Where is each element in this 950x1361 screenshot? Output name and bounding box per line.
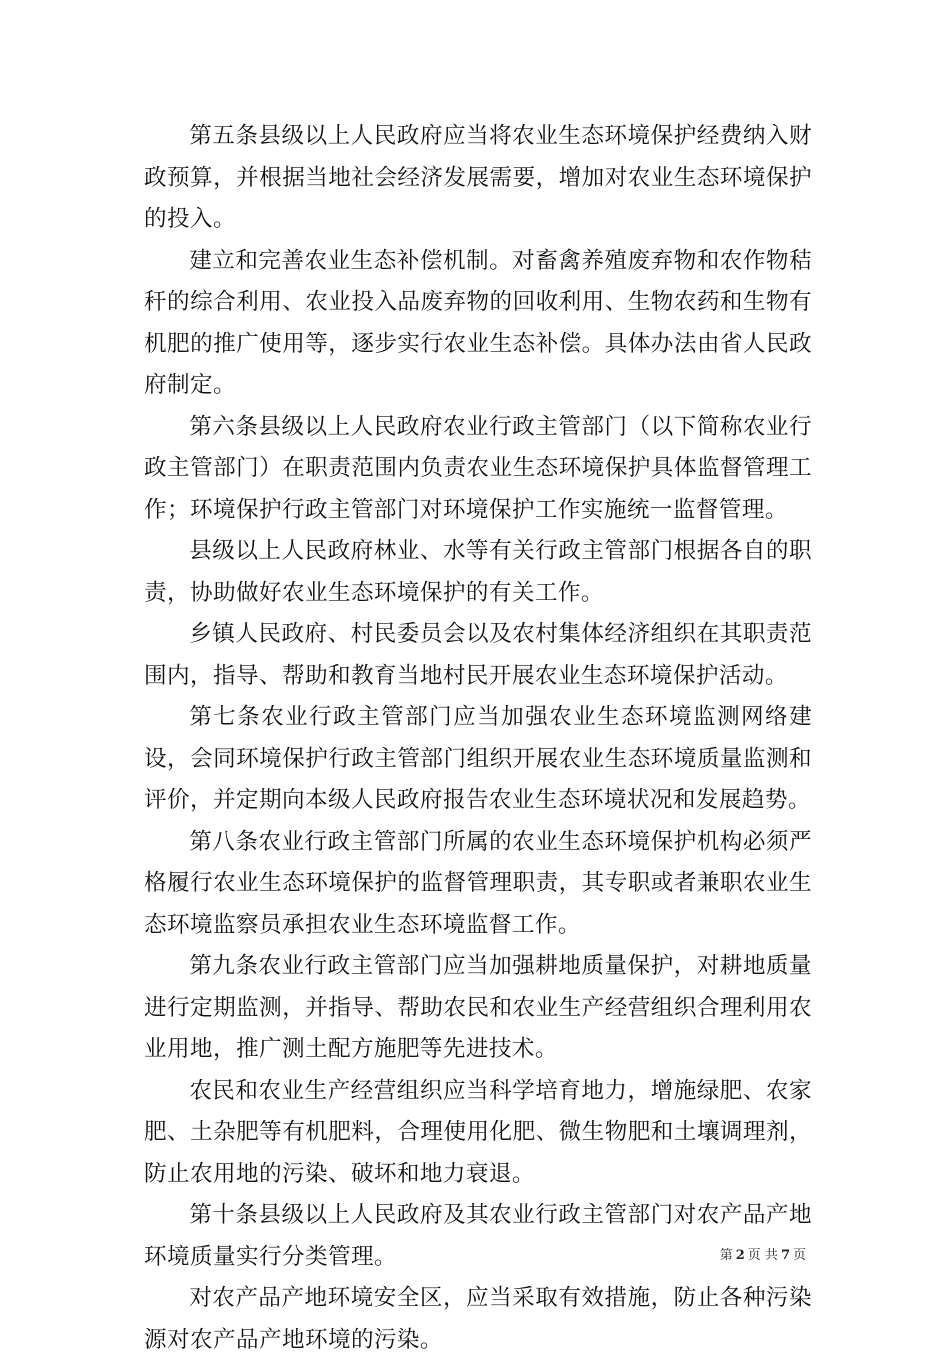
document-body (144, 116, 812, 1361)
paragraph-township-duties: 乡镇人民政府、村民委员会以及农村集体经济组织在其职责范围内，指导、帮助和教育当地村民开展农业生态环境保护活动。 (144, 621, 812, 689)
footer-middle: 页 共 (747, 1248, 778, 1263)
paragraph-article-10: 第十条县级以上人民政府及其农业行政主管部门对农产品产地环境质量实行分类管理。 (144, 1202, 812, 1270)
footer-prefix: 第 (719, 1248, 733, 1263)
paragraph-article-7: 第七条农业行政主管部门应当加强农业生态环境监测网络建设，会同环境保护行政主管部门组织开展农业生态环境质量监测和评价，并定期向本级人民政府报告农业生态环境状况和发展趋势。 (144, 704, 812, 813)
paragraph-safe-zone: 对农产品产地环境安全区，应当采取有效措施，防止各种污染源对农产品产地环境的污染。 (144, 1285, 812, 1353)
current-page-number: 2 (735, 1248, 745, 1263)
paragraph-related-departments: 县级以上人民政府林业、水等有关行政主管部门根据各自的职责，协助做好农业生态环境保护的有关工作。 (144, 538, 812, 606)
total-page-number: 7 (780, 1248, 790, 1263)
paragraph-farmers-soil: 农民和农业生产经营组织应当科学培育地力，增施绿肥、农家肥、土杂肥等有机肥料，合理使用化肥、微生物肥和土壤调理剂，防止农用地的污染、破坏和地力衰退。 (144, 1077, 812, 1187)
paragraph-article-5: 第五条县级以上人民政府应当将农业生态环境保护经费纳入财政预算，并根据当地社会经济发展需要，增加对农业生态环境保护的投入。 (144, 123, 812, 232)
footer-suffix: 页 (792, 1248, 806, 1263)
paragraph-article-9: 第九条农业行政主管部门应当加强耕地质量保护，对耕地质量进行定期监测，并指导、帮助农民和农业生产经营组织合理利用农业用地，推广测土配方施肥等先进技术。 (144, 953, 812, 1062)
paragraph-article-8: 第八条农业行政主管部门所属的农业生态环境保护机构必须严格履行农业生态环境保护的监督管理职责，其专职或者兼职农业生态环境监察员承担农业生态环境监督工作。 (144, 828, 812, 938)
page-number-footer (720, 1244, 806, 1263)
paragraph-eco-compensation: 建立和完善农业生态补偿机制。对畜禽养殖废弃物和农作物秸秆的综合利用、农业投入品废弃物的回收利用、生物农药和生物有机肥的推广使用等，逐步实行农业生态补偿。具体办法由省人民政府制定。 (144, 247, 812, 398)
paragraph-article-6: 第六条县级以上人民政府农业行政主管部门（以下简称农业行政主管部门）在职责范围内负责农业生态环境保护具体监督管理工作；环境保护行政主管部门对环境保护工作实施统一监督管理。 (144, 413, 812, 523)
